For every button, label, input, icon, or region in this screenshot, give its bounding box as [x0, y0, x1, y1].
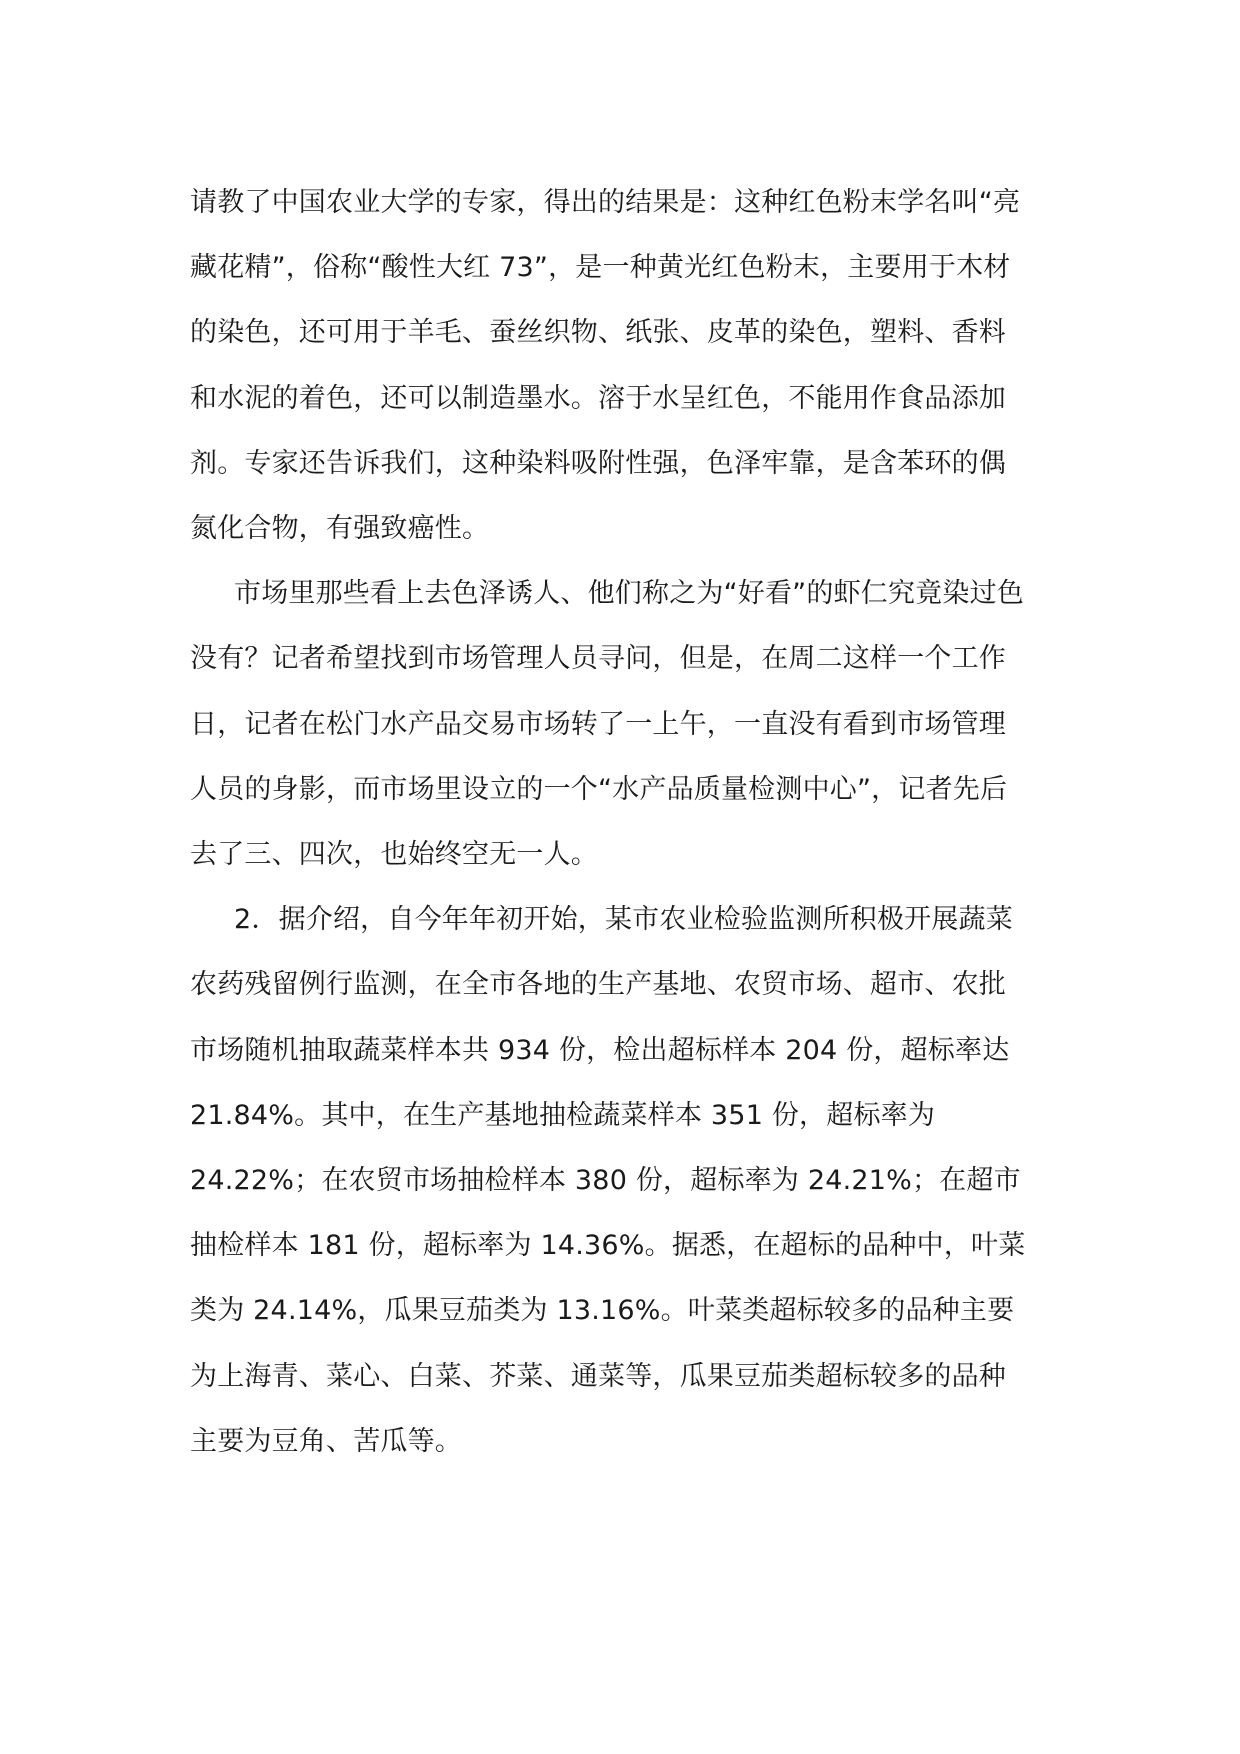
text-line: 类为 24.14%，瓜果豆茄类为 13.16%。叶菜类超标较多的品种主要 — [190, 1295, 1015, 1327]
text-line: 和水泥的着色，还可以制造墨水。溶于水呈红色，不能用作食品添加 — [190, 382, 1006, 414]
text-line: 请教了中国农业大学的专家，得出的结果是：这种红色粉末学名叫“亮 — [190, 187, 1021, 218]
paragraph-expert-findings — [190, 170, 1070, 561]
text-line: 21.84%。其中，在生产基地抽检蔬菜样本 351 份，超标率为 — [190, 1099, 936, 1131]
text-line: 抽检样本 181 份，超标率为 14.36%。据悉，在超标的品种中，叶菜 — [190, 1230, 1026, 1262]
text-line: 市场随机抽取蔬菜样本共 934 份，检出超标样本 204 份，超标率达 — [190, 1034, 1010, 1066]
text-line: 藏花精”，俗称“酸性大红 73”，是一种黄光红色粉末，主要用于木材 — [190, 252, 1011, 284]
text-line: 剂。专家还告诉我们，这种染料吸附性强，色泽牢靠，是含苯环的偶 — [190, 447, 1006, 479]
paragraph-pesticide-monitoring — [190, 887, 1070, 1474]
text-line: 市场里那些看上去色泽诱人、他们称之为“好看”的虾仁究竟染过色 — [234, 578, 1024, 610]
text-line: 主要为豆角、苦瓜等。 — [190, 1425, 462, 1457]
document-body — [190, 170, 1070, 1474]
text-line: 24.22%；在农贸市场抽检样本 380 份，超标率为 24.21%；在超市 — [190, 1165, 1021, 1197]
text-line: 日，记者在松门水产品交易市场转了一上午，一直没有看到市场管理 — [190, 708, 1006, 740]
text-line: 去了三、四次，也始终空无一人。 — [190, 839, 598, 871]
paragraph-market-inspection — [190, 561, 1070, 887]
text-line: 为上海青、菜心、白菜、芥菜、通菜等，瓜果豆茄类超标较多的品种 — [190, 1360, 1006, 1392]
text-line: 氮化合物，有强致癌性。 — [190, 513, 490, 545]
text-line: 人员的身影，而市场里设立的一个“水产品质量检测中心”，记者先后 — [190, 773, 1008, 805]
text-line: 没有？记者希望找到市场管理人员寻问，但是，在周二这样一个工作 — [190, 643, 1006, 675]
text-line: 农药残留例行监测，在全市各地的生产基地、农贸市场、超市、农批 — [190, 969, 1006, 1001]
text-line: 的染色，还可用于羊毛、蚕丝织物、纸张、皮革的染色，塑料、香料 — [190, 317, 1006, 349]
text-line: 2．据介绍，自今年年初开始，某市农业检验监测所积极开展蔬菜 — [234, 904, 1013, 936]
